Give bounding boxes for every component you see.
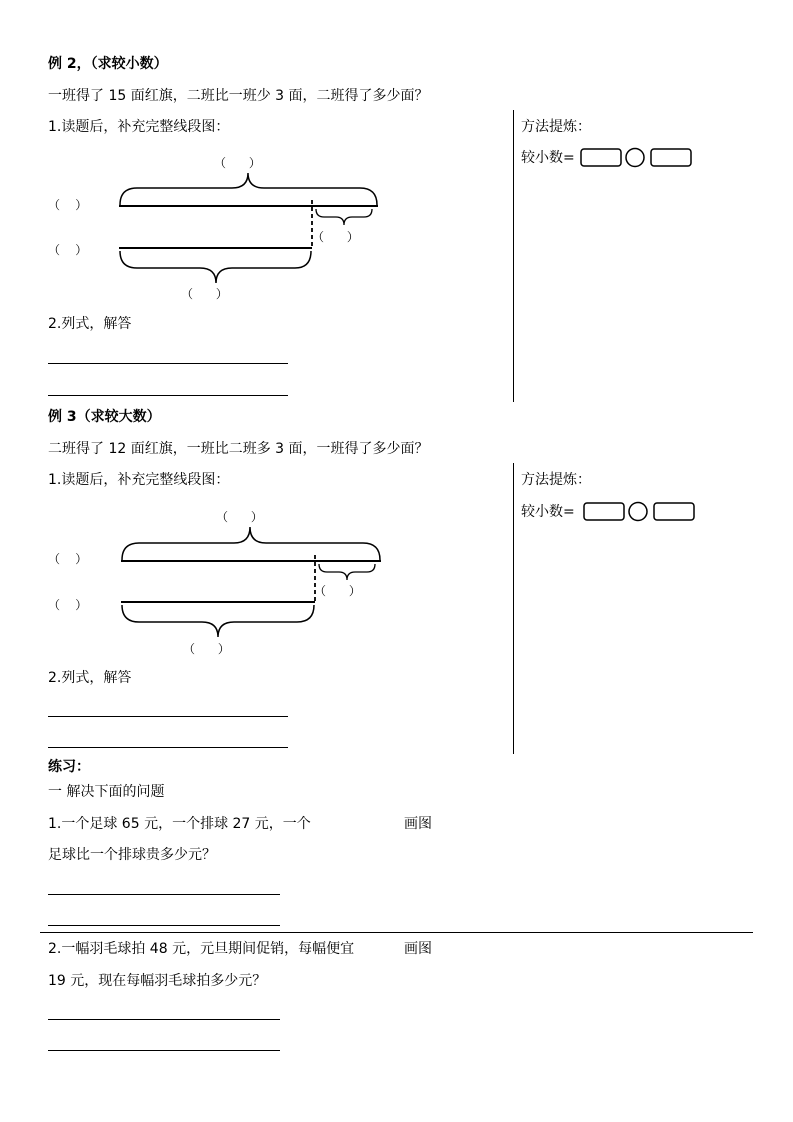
example-3-problem: 二班得了 12 面红旗，一班比二班多 3 面，一班得了多少面？ <box>48 441 429 457</box>
top-brace <box>122 527 380 560</box>
practice-q2-draw: 画图 <box>404 941 432 957</box>
example-3-method-label: 方法提炼： <box>521 472 591 488</box>
bottom-brace <box>120 251 311 283</box>
difference-brace <box>316 209 372 225</box>
paren-row1-label: （ ） <box>48 198 88 212</box>
operator-circle <box>626 149 644 167</box>
paren-difference: （ ） <box>314 584 361 598</box>
formula-box-left <box>584 503 624 520</box>
paren-row2-label: （ ） <box>48 243 88 257</box>
example-2-title: 例 2，（求较小数） <box>48 56 168 72</box>
answer-line <box>48 747 288 748</box>
practice-q1-line2: 足球比一个排球贵多少元？ <box>48 847 216 863</box>
practice-title: 练习： <box>48 759 90 775</box>
paren-top: （ ） <box>216 510 263 524</box>
section-divider <box>40 932 753 933</box>
difference-brace <box>319 564 375 580</box>
practice-section: 一 解决下面的问题 <box>48 784 165 800</box>
answer-line <box>48 1050 280 1051</box>
paren-row2-label: （ ） <box>48 598 88 612</box>
practice-q1-draw: 画图 <box>404 816 432 832</box>
practice-q1-line1: 1.一个足球 65 元，一个排球 27 元，一个 <box>48 816 311 832</box>
example-2-formula-label: 较小数= <box>521 150 575 166</box>
paren-difference: （ ） <box>312 230 359 244</box>
example-2-step1: 1.读题后，补充完整线段图： <box>48 119 230 135</box>
formula-box-right <box>654 503 694 520</box>
example-3-formula-label: 较小数= <box>521 504 575 520</box>
paren-row1-label: （ ） <box>48 552 88 566</box>
practice-q2-line2: 19 元，现在每幅羽毛球拍多少元？ <box>48 973 267 989</box>
answer-line <box>48 716 288 717</box>
example-2-problem: 一班得了 15 面红旗，二班比一班少 3 面，二班得了多少面？ <box>48 88 429 104</box>
column-divider <box>513 110 514 402</box>
answer-line <box>48 894 280 895</box>
example-3-step1: 1.读题后，补充完整线段图： <box>48 472 230 488</box>
example-3-step2: 2.列式，解答 <box>48 670 132 686</box>
paren-bottom: （ ） <box>183 642 230 656</box>
column-divider <box>513 463 514 754</box>
answer-line <box>48 363 288 364</box>
bottom-brace <box>122 605 314 637</box>
example-3-title: 例 3（求较大数） <box>48 409 161 425</box>
operator-circle <box>629 503 647 521</box>
top-brace <box>120 173 377 205</box>
paren-top: （ ） <box>214 156 261 170</box>
answer-line <box>48 1019 280 1020</box>
answer-line <box>48 395 288 396</box>
practice-q2-line1: 2.一幅羽毛球拍 48 元，元旦期间促销，每幅便宜 <box>48 941 355 957</box>
example-2-method-label: 方法提炼： <box>521 119 591 135</box>
formula-box-left <box>581 149 621 166</box>
paren-bottom: （ ） <box>181 287 228 301</box>
answer-line <box>48 925 280 926</box>
formula-box-right <box>651 149 691 166</box>
example-2-step2: 2.列式，解答 <box>48 316 132 332</box>
